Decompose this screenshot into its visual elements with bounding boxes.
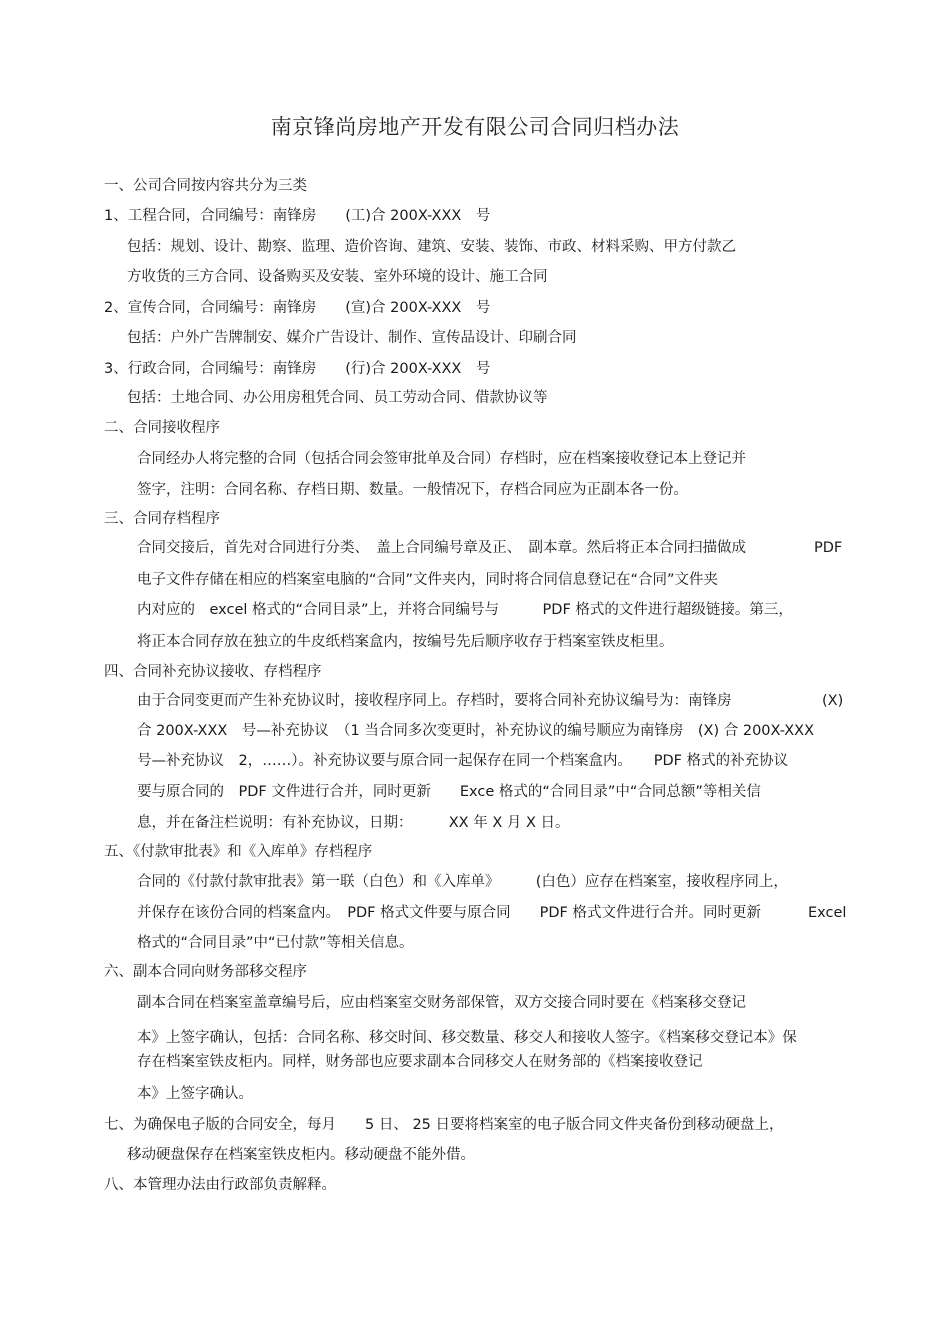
paragraph-line-end: PDF [814,540,843,556]
paragraph-line: 电子文件存储在相应的档案室电脑的“合同”文件夹内，同时将合同信息登记在“合同”文件夹 [137,572,719,588]
section-heading: 二、合同接收程序 [104,420,220,436]
paragraph-line: 包括：土地合同、办公用房租凭合同、员工劳动合同、借款协议等 [127,390,548,406]
paragraph-line: 本》上签字确认。 [137,1086,253,1102]
paragraph-line: 将正本合同存放在独立的牛皮纸档案盒内，按编号先后顺序收存于档案室铁皮柜里。 [137,634,674,650]
paragraph-line: 号—补充协议 2，……）。补充协议要与原合同一起保存在同一个档案盒内。 PDF 格式的补充协议 [137,753,789,769]
section-heading: 一、公司合同按内容共分为三类 [104,178,307,194]
section-heading: 七、为确保电子版的合同安全，每月 5 日、 25 日要将档案室的电子版合同文件夹备份到移动硬盘上， [104,1117,784,1133]
list-item: 1、工程合同，合同编号：南锋房 (工)合 200X-XXX 号 [104,208,491,224]
paragraph-line: 合同交接后，首先对合同进行分类、 盖上合同编号章及正、 副本章。然后将正本合同扫描做成 [137,540,746,556]
section-heading: 四、合同补充协议接收、存档程序 [104,664,322,680]
paragraph-line: 包括：户外广告牌制安、媒介广告设计、制作、宣传品设计、印刷合同 [127,330,577,346]
paragraph-line-end: Excel [808,905,847,921]
paragraph-line: 包括：规划、设计、勘察、监理、造价咨询、建筑、安装、装饰、市政、材料采购、甲方付款乙 [127,239,736,255]
paragraph-line: 副本合同在档案室盖章编号后，应由档案室交财务部保管，双方交接合同时要在《档案移交登记 [137,995,746,1011]
paragraph-line: 本》上签字确认，包括：合同名称、移交时间、移交数量、移交人和接收人签字。《档案移交登记本》保 [137,1030,797,1046]
paragraph-line: 内对应的 excel 格式的“合同目录”上，并将合同编号与 PDF 格式的文件进行超级链接。第三， [137,602,793,618]
paragraph-line: 合同的《付款付款审批表》第一联（白色）和《入库单》 (白色）应存在档案室，接收程序同上， [137,874,788,890]
paragraph-line: 移动硬盘保存在档案室铁皮柜内。移动硬盘不能外借。 [127,1147,475,1163]
paragraph-line: 合 200X-XXX 号—补充协议 （1 当合同多次变更时，补充协议的编号顺应为南锋房 (X) 合 200X-XXX [137,723,815,739]
paragraph-line: 方收货的三方合同、设备购买及安装、室外环境的设计、施工合同 [127,269,548,285]
list-item: 2、宣传合同，合同编号：南锋房 (宣)合 200X-XXX 号 [104,300,491,316]
paragraph-line: 存在档案室铁皮柜内。同样，财务部也应要求副本合同移交人在财务部的《档案接收登记 [137,1054,703,1070]
paragraph-line: 合同经办人将完整的合同（包括合同会签审批单及合同）存档时，应在档案接收登记本上登记并 [137,451,746,467]
paragraph-line: 格式的“合同目录”中“已付款”等相关信息。 [137,935,414,951]
section-heading: 三、合同存档程序 [104,511,220,527]
section-heading: 五、《付款审批表》和《入库单》存档程序 [104,844,373,860]
paragraph-line: 签字，注明：合同名称、存档日期、数量。一般情况下，存档合同应为正副本各一份。 [137,482,688,498]
paragraph-line: 息，并在备注栏说明：有补充协议，日期： XX 年 X 月 X 日。 [137,815,570,831]
paragraph-line: 由于合同变更而产生补充协议时，接收程序同上。存档时，要将合同补充协议编号为：南锋房 [137,693,732,709]
document-title: 南京锋尚房地产开发有限公司合同归档办法 [270,115,680,139]
paragraph-line: 要与原合同的 PDF 文件进行合并，同时更新 Exce 格式的“合同目录”中“合同总额”等相关信 [137,784,761,800]
section-heading: 八、本管理办法由行政部负责解释。 [104,1177,336,1193]
list-item: 3、行政合同，合同编号：南锋房 (行)合 200X-XXX 号 [104,361,491,377]
paragraph-line: 并保存在该份合同的档案盒内。 PDF 格式文件要与原合同 PDF 格式文件进行合并。同时更新 [137,905,761,921]
section-heading: 六、副本合同向财务部移交程序 [104,964,307,980]
paragraph-line-end: (X) [822,693,844,709]
